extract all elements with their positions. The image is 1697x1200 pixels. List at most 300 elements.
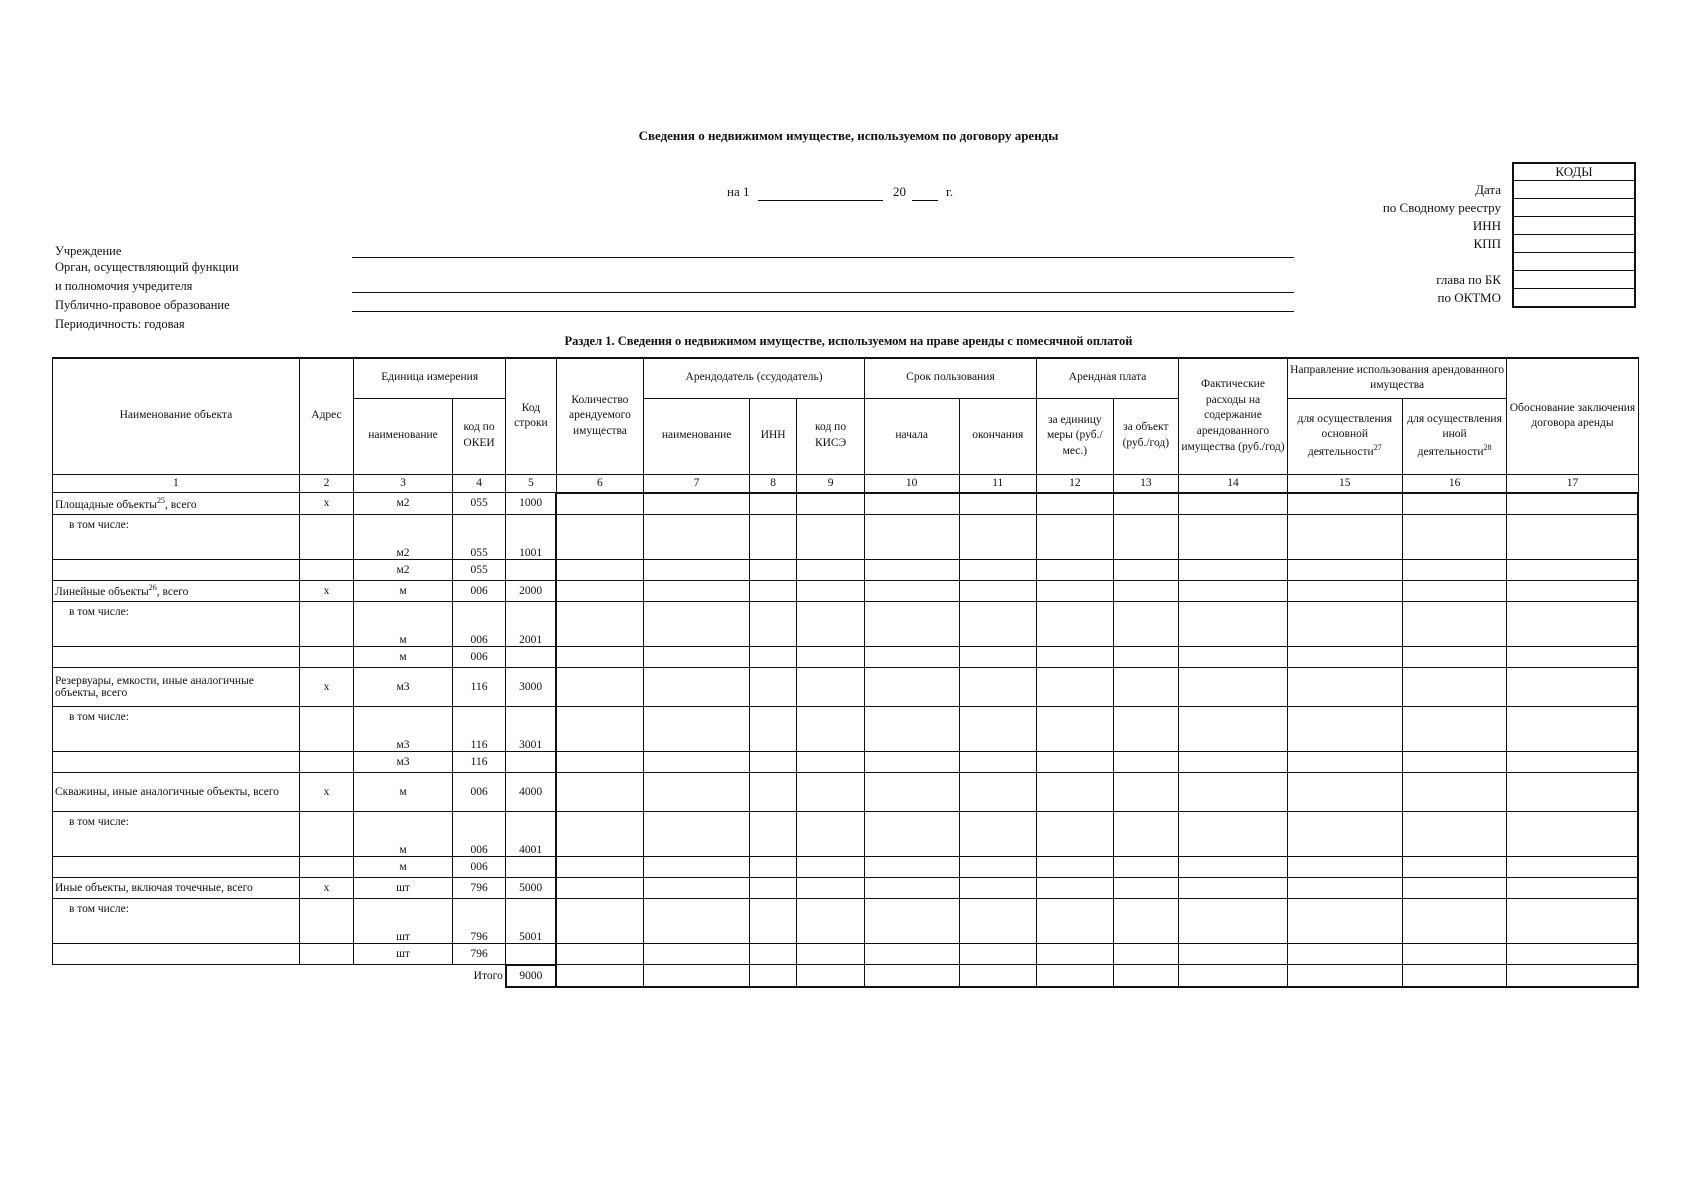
input-cell-col13[interactable] bbox=[1113, 772, 1178, 811]
input-cell-col10[interactable] bbox=[864, 898, 959, 943]
input-cell-col11[interactable] bbox=[959, 772, 1037, 811]
founder-field[interactable] bbox=[352, 292, 1294, 293]
founder-label-line1: Орган, осуществляющий функции bbox=[55, 260, 239, 274]
input-cell-col12[interactable] bbox=[1037, 772, 1114, 811]
input-cell-col9[interactable] bbox=[797, 580, 865, 601]
input-cell-col16[interactable] bbox=[1402, 601, 1507, 646]
total-input-col11[interactable] bbox=[959, 965, 1037, 987]
total-input-col15[interactable] bbox=[1287, 965, 1402, 987]
address-input[interactable] bbox=[299, 898, 353, 943]
input-cell-col12[interactable] bbox=[1037, 943, 1114, 965]
input-cell-col17[interactable] bbox=[1507, 667, 1638, 706]
input-cell-col7[interactable] bbox=[644, 772, 750, 811]
code-inn-cell[interactable] bbox=[1514, 217, 1634, 235]
section-title: Раздел 1. Сведения о недвижимом имуществе, используемом на праве аренды с помесячной оплатой bbox=[564, 334, 1133, 348]
input-cell-col11[interactable] bbox=[959, 559, 1037, 580]
code-registry-cell[interactable] bbox=[1514, 199, 1634, 217]
column-number: 2 bbox=[299, 474, 353, 493]
input-cell-col12[interactable] bbox=[1037, 856, 1114, 877]
object-name-input[interactable] bbox=[53, 856, 300, 877]
object-name-text: Резервуары, емкости, иные аналогичные объекты, всего bbox=[55, 674, 254, 699]
address-input[interactable] bbox=[299, 514, 353, 559]
input-cell-col17[interactable] bbox=[1507, 646, 1638, 667]
input-cell-col9[interactable] bbox=[797, 811, 865, 856]
okei-code-cell: 006 bbox=[452, 772, 505, 811]
object-name-input[interactable] bbox=[53, 559, 300, 580]
input-cell-col16[interactable] bbox=[1402, 493, 1507, 515]
address-input[interactable] bbox=[299, 646, 353, 667]
input-cell-col6[interactable] bbox=[556, 943, 644, 965]
input-cell-col12[interactable] bbox=[1037, 898, 1114, 943]
input-cell-col15[interactable] bbox=[1287, 646, 1402, 667]
input-cell-col15[interactable] bbox=[1287, 580, 1402, 601]
object-name-input[interactable] bbox=[53, 646, 300, 667]
address-input[interactable] bbox=[299, 811, 353, 856]
line-code-cell: 4000 bbox=[506, 772, 556, 811]
line-code-input[interactable] bbox=[506, 646, 556, 667]
input-cell-col15[interactable] bbox=[1287, 856, 1402, 877]
input-cell-col10[interactable] bbox=[864, 493, 959, 515]
header-term-end: окончания bbox=[959, 398, 1037, 474]
label-oktmo: по ОКТМО bbox=[1437, 290, 1501, 305]
input-cell-col12[interactable] bbox=[1037, 751, 1114, 772]
input-cell-col13[interactable] bbox=[1113, 898, 1178, 943]
input-cell-col16[interactable] bbox=[1402, 667, 1507, 706]
unit-name-cell: шт bbox=[354, 898, 453, 943]
input-cell-col15[interactable] bbox=[1287, 877, 1402, 898]
input-cell-col16[interactable] bbox=[1402, 751, 1507, 772]
line-code-cell: 1000 bbox=[506, 493, 556, 515]
input-cell-col10[interactable] bbox=[864, 877, 959, 898]
input-cell-col7[interactable] bbox=[644, 898, 750, 943]
input-cell-col12[interactable] bbox=[1037, 580, 1114, 601]
line-code-cell: 5001 bbox=[506, 898, 556, 943]
address-input[interactable] bbox=[299, 706, 353, 751]
address-cell: х bbox=[299, 667, 353, 706]
input-cell-col14[interactable] bbox=[1179, 559, 1288, 580]
line-code-input[interactable] bbox=[506, 856, 556, 877]
input-cell-col8[interactable] bbox=[749, 898, 796, 943]
input-cell-col10[interactable] bbox=[864, 751, 959, 772]
input-cell-col13[interactable] bbox=[1113, 559, 1178, 580]
input-cell-col14[interactable] bbox=[1179, 751, 1288, 772]
okei-code-cell: 116 bbox=[452, 667, 505, 706]
input-cell-col11[interactable] bbox=[959, 601, 1037, 646]
object-name-text: Площадные объекты bbox=[55, 498, 158, 511]
input-cell-col10[interactable] bbox=[864, 667, 959, 706]
input-cell-col8[interactable] bbox=[749, 601, 796, 646]
code-kpp-cell[interactable] bbox=[1514, 235, 1634, 253]
input-cell-col13[interactable] bbox=[1113, 580, 1178, 601]
input-cell-col8[interactable] bbox=[749, 811, 796, 856]
input-cell-col6[interactable] bbox=[556, 601, 644, 646]
input-cell-col17[interactable] bbox=[1507, 856, 1638, 877]
input-cell-col13[interactable] bbox=[1113, 877, 1178, 898]
total-code: 9000 bbox=[506, 965, 556, 987]
input-cell-col7[interactable] bbox=[644, 646, 750, 667]
input-cell-col6[interactable] bbox=[556, 514, 644, 559]
address-cell: х bbox=[299, 772, 353, 811]
input-cell-col10[interactable] bbox=[864, 646, 959, 667]
input-cell-col15[interactable] bbox=[1287, 898, 1402, 943]
input-cell-col13[interactable] bbox=[1113, 751, 1178, 772]
input-cell-col14[interactable] bbox=[1179, 493, 1288, 515]
line-code-cell: 4001 bbox=[506, 811, 556, 856]
okei-code-cell: 796 bbox=[452, 943, 505, 965]
input-cell-col14[interactable] bbox=[1179, 943, 1288, 965]
input-cell-col11[interactable] bbox=[959, 580, 1037, 601]
input-cell-col8[interactable] bbox=[749, 493, 796, 515]
column-number: 16 bbox=[1402, 474, 1507, 493]
codes-box bbox=[1512, 162, 1636, 308]
input-cell-col6[interactable] bbox=[556, 772, 644, 811]
total-row bbox=[53, 965, 1639, 987]
input-cell-col9[interactable] bbox=[797, 877, 865, 898]
input-cell-col17[interactable] bbox=[1507, 877, 1638, 898]
input-cell-col7[interactable] bbox=[644, 514, 750, 559]
total-input-col16[interactable] bbox=[1402, 965, 1507, 987]
empty-cell bbox=[354, 965, 453, 987]
input-cell-col17[interactable] bbox=[1507, 751, 1638, 772]
table-row bbox=[53, 706, 1639, 751]
table-row bbox=[53, 772, 1639, 811]
input-cell-col10[interactable] bbox=[864, 559, 959, 580]
input-cell-col9[interactable] bbox=[797, 559, 865, 580]
input-cell-col15[interactable] bbox=[1287, 751, 1402, 772]
object-name-input[interactable] bbox=[53, 943, 300, 965]
input-cell-col15[interactable] bbox=[1287, 772, 1402, 811]
input-cell-col6[interactable] bbox=[556, 811, 644, 856]
table-row bbox=[53, 493, 1639, 515]
input-cell-col10[interactable] bbox=[864, 811, 959, 856]
input-cell-col14[interactable] bbox=[1179, 580, 1288, 601]
input-cell-col16[interactable] bbox=[1402, 646, 1507, 667]
input-cell-col17[interactable] bbox=[1507, 772, 1638, 811]
input-cell-col17[interactable] bbox=[1507, 811, 1638, 856]
input-cell-col17[interactable] bbox=[1507, 514, 1638, 559]
input-cell-col7[interactable] bbox=[644, 811, 750, 856]
unit-name-cell: м3 bbox=[354, 667, 453, 706]
input-cell-col9[interactable] bbox=[797, 514, 865, 559]
input-cell-col14[interactable] bbox=[1179, 514, 1288, 559]
day-month-field[interactable] bbox=[758, 200, 883, 201]
input-cell-col7[interactable] bbox=[644, 493, 750, 515]
total-input-col12[interactable] bbox=[1037, 965, 1114, 987]
input-cell-col6[interactable] bbox=[556, 493, 644, 515]
okei-code-cell: 006 bbox=[452, 856, 505, 877]
input-cell-col7[interactable] bbox=[644, 877, 750, 898]
header-direction-main bbox=[1287, 398, 1402, 474]
input-cell-col15[interactable] bbox=[1287, 559, 1402, 580]
input-cell-col16[interactable] bbox=[1402, 943, 1507, 965]
input-cell-col13[interactable] bbox=[1113, 667, 1178, 706]
input-cell-col14[interactable] bbox=[1179, 856, 1288, 877]
input-cell-col8[interactable] bbox=[749, 943, 796, 965]
input-cell-col10[interactable] bbox=[864, 514, 959, 559]
input-cell-col12[interactable] bbox=[1037, 706, 1114, 751]
input-cell-col12[interactable] bbox=[1037, 646, 1114, 667]
input-cell-col14[interactable] bbox=[1179, 877, 1288, 898]
line-code-input[interactable] bbox=[506, 751, 556, 772]
code-oktmo-cell[interactable] bbox=[1514, 271, 1634, 289]
input-cell-col7[interactable] bbox=[644, 559, 750, 580]
input-cell-col12[interactable] bbox=[1037, 601, 1114, 646]
unit-name-cell: м2 bbox=[354, 493, 453, 515]
total-input-col14[interactable] bbox=[1179, 965, 1288, 987]
input-cell-col15[interactable] bbox=[1287, 706, 1402, 751]
input-cell-col16[interactable] bbox=[1402, 898, 1507, 943]
line-code-input[interactable] bbox=[506, 559, 556, 580]
input-cell-col14[interactable] bbox=[1179, 706, 1288, 751]
input-cell-col17[interactable] bbox=[1507, 601, 1638, 646]
input-cell-col16[interactable] bbox=[1402, 706, 1507, 751]
input-cell-col17[interactable] bbox=[1507, 493, 1638, 515]
input-cell-col12[interactable] bbox=[1037, 667, 1114, 706]
code-date-cell[interactable] bbox=[1514, 181, 1634, 199]
input-cell-col6[interactable] bbox=[556, 580, 644, 601]
input-cell-col13[interactable] bbox=[1113, 514, 1178, 559]
periodicity-label: Периодичность: годовая bbox=[55, 317, 185, 331]
total-input-col6[interactable] bbox=[556, 965, 644, 987]
code-bk-cell[interactable] bbox=[1514, 253, 1634, 271]
footnote-mark: 26 bbox=[148, 583, 157, 593]
input-cell-col9[interactable] bbox=[797, 667, 865, 706]
input-cell-col14[interactable] bbox=[1179, 772, 1288, 811]
input-cell-col7[interactable] bbox=[644, 667, 750, 706]
input-cell-col6[interactable] bbox=[556, 667, 644, 706]
input-cell-col11[interactable] bbox=[959, 667, 1037, 706]
input-cell-col10[interactable] bbox=[864, 706, 959, 751]
input-cell-col13[interactable] bbox=[1113, 856, 1178, 877]
input-cell-col11[interactable] bbox=[959, 514, 1037, 559]
total-input-col17[interactable] bbox=[1507, 965, 1638, 987]
input-cell-col9[interactable] bbox=[797, 493, 865, 515]
input-cell-col8[interactable] bbox=[749, 580, 796, 601]
input-cell-col12[interactable] bbox=[1037, 559, 1114, 580]
input-cell-col14[interactable] bbox=[1179, 811, 1288, 856]
okei-code-cell: 055 bbox=[452, 493, 505, 515]
unit-name-cell: м2 bbox=[354, 559, 453, 580]
input-cell-col9[interactable] bbox=[797, 646, 865, 667]
input-cell-col6[interactable] bbox=[556, 706, 644, 751]
in-which-label: в том числе: bbox=[53, 706, 300, 751]
address-input[interactable] bbox=[299, 751, 353, 772]
input-cell-col9[interactable] bbox=[797, 772, 865, 811]
okei-code-cell: 055 bbox=[452, 559, 505, 580]
table-row bbox=[53, 667, 1639, 706]
input-cell-col14[interactable] bbox=[1179, 898, 1288, 943]
header-lessor-inn: ИНН bbox=[749, 398, 796, 474]
header-unit-code: код по ОКЕИ bbox=[452, 398, 505, 474]
input-cell-col9[interactable] bbox=[797, 856, 865, 877]
input-cell-col7[interactable] bbox=[644, 856, 750, 877]
input-cell-col17[interactable] bbox=[1507, 898, 1638, 943]
input-cell-col8[interactable] bbox=[749, 514, 796, 559]
line-code-input[interactable] bbox=[506, 943, 556, 965]
okei-code-cell: 796 bbox=[452, 898, 505, 943]
input-cell-col17[interactable] bbox=[1507, 706, 1638, 751]
column-number: 13 bbox=[1113, 474, 1178, 493]
column-number: 3 bbox=[354, 474, 453, 493]
input-cell-col12[interactable] bbox=[1037, 811, 1114, 856]
input-cell-col17[interactable] bbox=[1507, 580, 1638, 601]
label-bk: глава по БК bbox=[1436, 272, 1501, 287]
input-cell-col16[interactable] bbox=[1402, 580, 1507, 601]
input-cell-col7[interactable] bbox=[644, 706, 750, 751]
input-cell-col10[interactable] bbox=[864, 943, 959, 965]
input-cell-col13[interactable] bbox=[1113, 601, 1178, 646]
unit-name-cell: м bbox=[354, 811, 453, 856]
total-input-col8[interactable] bbox=[749, 965, 796, 987]
object-name-suffix: , всего bbox=[156, 585, 189, 598]
input-cell-col6[interactable] bbox=[556, 751, 644, 772]
input-cell-col8[interactable] bbox=[749, 667, 796, 706]
input-cell-col11[interactable] bbox=[959, 751, 1037, 772]
header-rent-object: за объект (руб./год) bbox=[1113, 398, 1178, 474]
line-code-cell: 5000 bbox=[506, 877, 556, 898]
column-number: 9 bbox=[797, 474, 865, 493]
total-input-col7[interactable] bbox=[644, 965, 750, 987]
header-unit-name: наименование bbox=[354, 398, 453, 474]
public-entity-field[interactable] bbox=[352, 311, 1294, 312]
input-cell-col7[interactable] bbox=[644, 580, 750, 601]
input-cell-col15[interactable] bbox=[1287, 601, 1402, 646]
table-row bbox=[53, 811, 1639, 856]
input-cell-col14[interactable] bbox=[1179, 601, 1288, 646]
input-cell-col11[interactable] bbox=[959, 943, 1037, 965]
footnote-28: 28 bbox=[1483, 442, 1492, 452]
input-cell-col15[interactable] bbox=[1287, 493, 1402, 515]
input-cell-col15[interactable] bbox=[1287, 667, 1402, 706]
in-which-label: в том числе: bbox=[53, 514, 300, 559]
input-cell-col11[interactable] bbox=[959, 646, 1037, 667]
header-expenses: Фактические расходы на содержание арендованного имущества (руб./год) bbox=[1179, 358, 1288, 474]
year-field[interactable] bbox=[912, 200, 938, 201]
input-cell-col17[interactable] bbox=[1507, 943, 1638, 965]
input-cell-col11[interactable] bbox=[959, 811, 1037, 856]
object-name bbox=[53, 493, 300, 515]
column-number: 12 bbox=[1037, 474, 1114, 493]
input-cell-col7[interactable] bbox=[644, 943, 750, 965]
address-cell: х bbox=[299, 877, 353, 898]
input-cell-col9[interactable] bbox=[797, 706, 865, 751]
input-cell-col11[interactable] bbox=[959, 877, 1037, 898]
input-cell-col13[interactable] bbox=[1113, 493, 1178, 515]
input-cell-col16[interactable] bbox=[1402, 559, 1507, 580]
input-cell-col15[interactable] bbox=[1287, 514, 1402, 559]
input-cell-col12[interactable] bbox=[1037, 877, 1114, 898]
input-cell-col15[interactable] bbox=[1287, 811, 1402, 856]
input-cell-col6[interactable] bbox=[556, 646, 644, 667]
input-cell-col16[interactable] bbox=[1402, 877, 1507, 898]
input-cell-col8[interactable] bbox=[749, 877, 796, 898]
input-cell-col14[interactable] bbox=[1179, 646, 1288, 667]
column-number: 11 bbox=[959, 474, 1037, 493]
input-cell-col7[interactable] bbox=[644, 601, 750, 646]
okei-code-cell: 116 bbox=[452, 706, 505, 751]
input-cell-col11[interactable] bbox=[959, 856, 1037, 877]
label-kpp: КПП bbox=[1473, 236, 1501, 251]
input-cell-col13[interactable] bbox=[1113, 646, 1178, 667]
input-cell-col8[interactable] bbox=[749, 646, 796, 667]
input-cell-col9[interactable] bbox=[797, 943, 865, 965]
input-cell-col14[interactable] bbox=[1179, 667, 1288, 706]
input-cell-col16[interactable] bbox=[1402, 772, 1507, 811]
total-input-col10[interactable] bbox=[864, 965, 959, 987]
table-row bbox=[53, 580, 1639, 601]
column-number: 17 bbox=[1507, 474, 1638, 493]
input-cell-col8[interactable] bbox=[749, 856, 796, 877]
input-cell-col16[interactable] bbox=[1402, 514, 1507, 559]
total-input-col13[interactable] bbox=[1113, 965, 1178, 987]
input-cell-col15[interactable] bbox=[1287, 943, 1402, 965]
object-name-input[interactable] bbox=[53, 751, 300, 772]
input-cell-col10[interactable] bbox=[864, 580, 959, 601]
input-cell-col13[interactable] bbox=[1113, 706, 1178, 751]
input-cell-col12[interactable] bbox=[1037, 493, 1114, 515]
header-direction-main-text: для осуществления основной деятельности bbox=[1297, 412, 1393, 458]
input-cell-col8[interactable] bbox=[749, 751, 796, 772]
input-cell-col11[interactable] bbox=[959, 706, 1037, 751]
total-input-col9[interactable] bbox=[797, 965, 865, 987]
unit-name-cell: м2 bbox=[354, 514, 453, 559]
column-number: 6 bbox=[556, 474, 644, 493]
header-lessor: Арендодатель (ссудодатель) bbox=[644, 358, 865, 398]
table-row bbox=[53, 751, 1639, 772]
input-cell-col11[interactable] bbox=[959, 493, 1037, 515]
object-name bbox=[53, 877, 300, 898]
institution-field[interactable] bbox=[352, 257, 1294, 258]
input-cell-col6[interactable] bbox=[556, 898, 644, 943]
address-input[interactable] bbox=[299, 856, 353, 877]
okei-code-cell: 006 bbox=[452, 811, 505, 856]
input-cell-col6[interactable] bbox=[556, 877, 644, 898]
input-cell-col10[interactable] bbox=[864, 856, 959, 877]
input-cell-col9[interactable] bbox=[797, 751, 865, 772]
input-cell-col13[interactable] bbox=[1113, 943, 1178, 965]
code-extra-cell[interactable] bbox=[1514, 289, 1634, 306]
address-input[interactable] bbox=[299, 943, 353, 965]
founder-label-line2: и полномочия учредителя bbox=[55, 279, 193, 293]
input-cell-col10[interactable] bbox=[864, 772, 959, 811]
input-cell-col8[interactable] bbox=[749, 772, 796, 811]
input-cell-col17[interactable] bbox=[1507, 559, 1638, 580]
address-input[interactable] bbox=[299, 601, 353, 646]
column-number: 4 bbox=[452, 474, 505, 493]
address-cell: х bbox=[299, 580, 353, 601]
input-cell-col11[interactable] bbox=[959, 898, 1037, 943]
address-input[interactable] bbox=[299, 559, 353, 580]
input-cell-col8[interactable] bbox=[749, 559, 796, 580]
input-cell-col6[interactable] bbox=[556, 559, 644, 580]
input-cell-col9[interactable] bbox=[797, 898, 865, 943]
input-cell-col9[interactable] bbox=[797, 601, 865, 646]
line-code-cell: 3001 bbox=[506, 706, 556, 751]
header-term: Срок пользования bbox=[864, 358, 1036, 398]
input-cell-col16[interactable] bbox=[1402, 811, 1507, 856]
input-cell-col6[interactable] bbox=[556, 856, 644, 877]
object-name bbox=[53, 580, 300, 601]
input-cell-col10[interactable] bbox=[864, 601, 959, 646]
header-lessor-name: наименование bbox=[644, 398, 750, 474]
object-name-text: Скважины, иные аналогичные объекты, всего bbox=[55, 785, 280, 798]
input-cell-col7[interactable] bbox=[644, 751, 750, 772]
input-cell-col8[interactable] bbox=[749, 706, 796, 751]
input-cell-col13[interactable] bbox=[1113, 811, 1178, 856]
input-cell-col12[interactable] bbox=[1037, 514, 1114, 559]
total-label: Итого bbox=[473, 969, 503, 982]
input-cell-col16[interactable] bbox=[1402, 856, 1507, 877]
